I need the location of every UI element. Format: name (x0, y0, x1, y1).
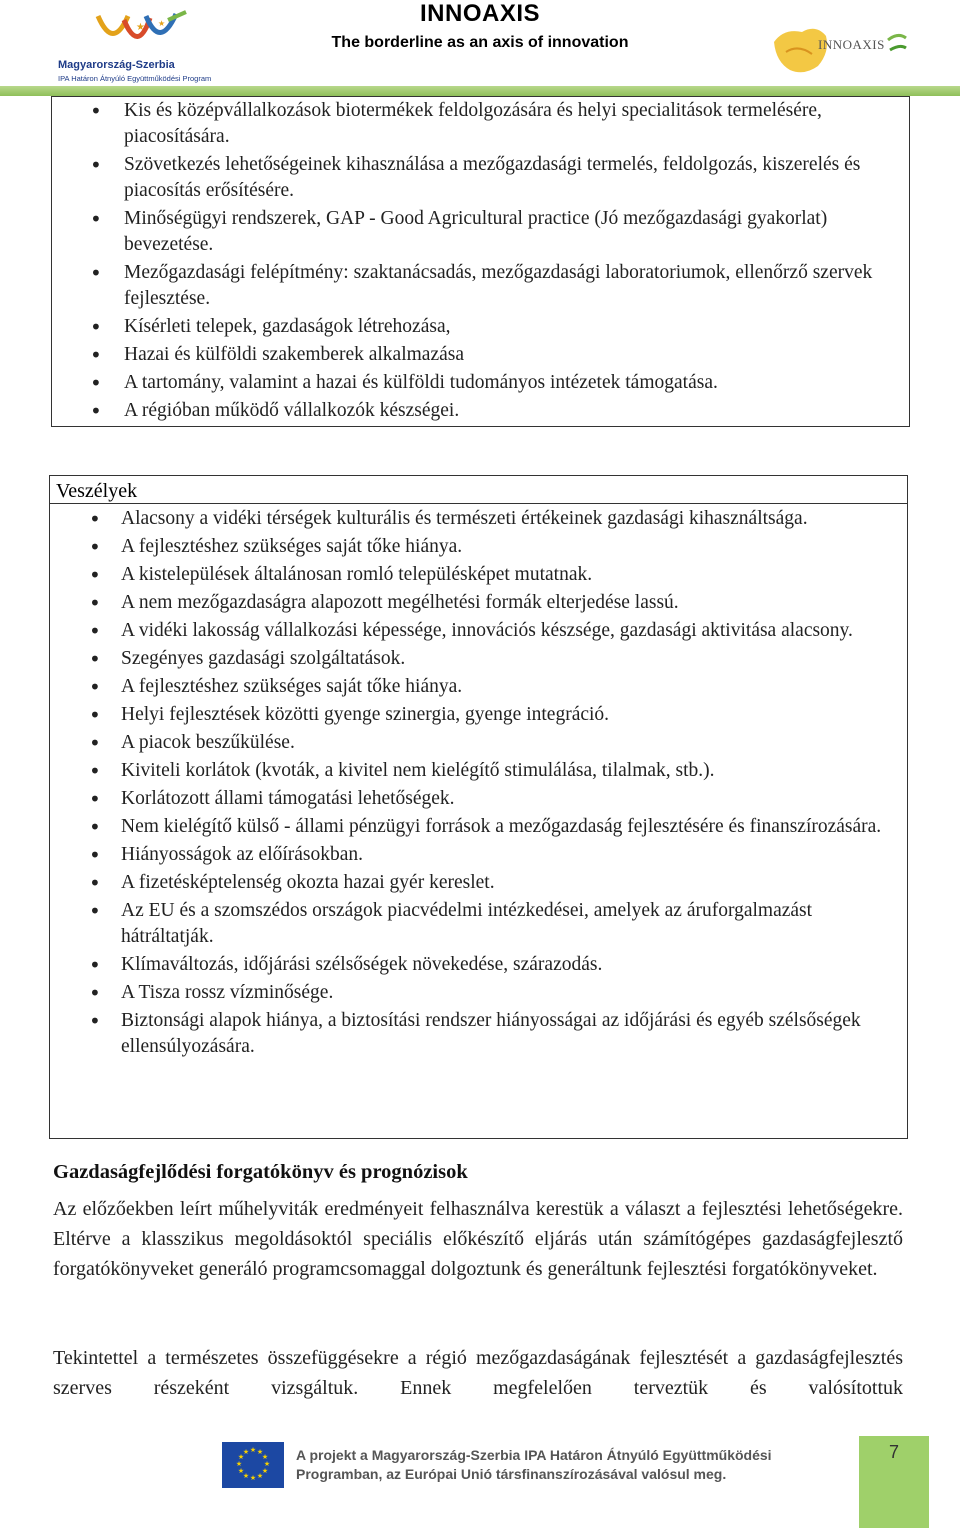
svg-text:★: ★ (237, 1467, 245, 1475)
svg-text:★: ★ (249, 1446, 257, 1454)
footer-text (296, 1446, 772, 1484)
program-logo-line2: IPA Határon Átnyúló Együttműködési Program (58, 74, 212, 83)
footer-line1: A projekt a Magyarország-Szerbia IPA Határon Átnyúló Együttműködési (296, 1447, 772, 1463)
list-item: • A piacok beszűkülése. (50, 730, 907, 756)
list-item: • Nem kielégítő külső - állami pénzügyi források a mezőgazdaság fejlesztésére és finanszírozására. (50, 814, 907, 840)
list-item: • Hazai és külföldi szakemberek alkalmazása (52, 342, 909, 368)
list-item: • Minőségügyi rendszerek, GAP - Good Agricultural practice (Jó mezőgazdasági gyakorlat) bevezetése. (52, 206, 909, 258)
svg-text:★: ★ (235, 1460, 243, 1468)
list-item: • Szegényes gazdasági szolgáltatások. (50, 646, 907, 672)
program-logo-icon (88, 6, 198, 58)
list-item: • Korlátozott állami támogatási lehetőségek. (50, 786, 907, 812)
list-item: • Szövetkezés lehetőségeinek kihasználása a mezőgazdasági termelés, feldolgozás, kiszerelés és piacosítás erősítésére. (52, 152, 909, 204)
threats-title-divider (50, 503, 907, 504)
svg-text:★: ★ (263, 1460, 271, 1468)
list-item: • Alacsony a vidéki térségek kulturális és természeti értékeinek gazdasági kihasználtsága. (50, 506, 907, 532)
list-item: • Kiviteli korlátok (kvoták, a kivitel nem kielégítő stimulálása, tilalmak, stb.). (50, 758, 907, 784)
list-item: • A kistelepülések általánosan romló településképet mutatnak. (50, 562, 907, 588)
svg-text:★: ★ (261, 1467, 269, 1475)
list-item: • Kísérleti telepek, gazdaságok létrehozása, (52, 314, 909, 340)
list-item: • A fejlesztéshez szükséges saját tőke hiánya. (50, 534, 907, 560)
opportunities-list (52, 98, 909, 426)
list-item: • A régióban működő vállalkozók készségei. (52, 398, 909, 424)
innoaxis-logo-label: INNOAXIS (818, 37, 885, 52)
svg-text:★: ★ (261, 1453, 269, 1461)
list-item: • Hiányosságok az előírásokban. (50, 842, 907, 868)
page-number-box (859, 1436, 929, 1528)
list-item: • Kis és középvállalkozások biotermékek feldolgozására és helyi specialitások termelésére, piacosítására. (52, 98, 909, 150)
svg-text:★: ★ (136, 22, 145, 33)
page-header (0, 0, 960, 96)
list-item: • A Tisza rossz vízminősége. (50, 980, 907, 1006)
list-item: • A nem mezőgazdaságra alapozott megélhetési formák elterjedése lassú. (50, 590, 907, 616)
list-item: • Biztonsági alapok hiánya, a biztosítási rendszer hiányosságai az időjárási és egyéb szélsőségek ellensúlyozására. (50, 1008, 907, 1060)
threats-list (50, 506, 907, 1062)
header-subtitle: The borderline as an axis of innovation (331, 34, 629, 51)
svg-text:★: ★ (256, 1472, 264, 1480)
program-logo (50, 6, 220, 84)
page-footer (0, 1436, 960, 1528)
list-item: • A vidéki lakosság vállalkozási képessége, innovációs készsége, gazdasági aktivitása alacsony. (50, 618, 907, 644)
header-title-block (260, 0, 700, 52)
list-item: • Az EU és a szomszédos országok piacvédelmi intézkedései, amelyek az áruforgalmazást hátráltatják. (50, 898, 907, 950)
svg-text:★: ★ (242, 1448, 250, 1456)
svg-text:★: ★ (242, 1472, 250, 1480)
list-item: • A fejlesztéshez szükséges saját tőke hiánya. (50, 674, 907, 700)
header-accent-bar (0, 86, 960, 96)
opportunities-box (51, 96, 910, 427)
svg-text:★: ★ (256, 1448, 264, 1456)
page-number: 7 (888, 1442, 899, 1462)
footer-line2: Programban, az Európai Unió társfinanszírozásával valósul meg. (296, 1466, 727, 1482)
paragraph-1: Az előzőekben leírt műhelyviták eredményeit felhasználva kerestük a választ a fejlesztési lehetőségekre. Eltérve a klasszikus megoldásoktól speciális előkészítő eljárás után számítógépes gazdaságfejlesztő forgatókönyveket generáló programcsomaggal dolgoztunk és generáltunk fejlesztési forgatókönyveket. (53, 1198, 903, 1280)
svg-text:★: ★ (237, 1453, 245, 1461)
section-heading: Gazdaságfejlődési forgatókönyv és prognózisok (53, 1161, 468, 1183)
threats-box (49, 475, 908, 1139)
header-title: INNOAXIS (419, 0, 540, 27)
program-logo-line1: Magyarország-Szerbia (58, 59, 175, 71)
innoaxis-logo (770, 22, 910, 82)
threats-title: Veszélyek (56, 480, 138, 502)
list-item: • Helyi fejlesztések közötti gyenge szinergia, gyenge integráció. (50, 702, 907, 728)
list-item: • Mezőgazdasági felépítmény: szaktanácsadás, mezőgazdasági laboratoriumok, ellenőrző szervek fejlesztése. (52, 260, 909, 312)
paragraph-2: Tekintettel a természetes összefüggésekre a régió mezőgazdaságának fejlesztését a gazdaságfejlesztés szerves részeként vizsgáltuk. Ennek megfelelően terveztük és valósítottuk (53, 1347, 903, 1399)
svg-text:★: ★ (249, 1474, 257, 1482)
list-item: • A tartomány, valamint a hazai és külföldi tudományos intézetek támogatása. (52, 370, 909, 396)
list-item: • A fizetésképtelenség okozta hazai gyér kereslet. (50, 870, 907, 896)
eu-flag-icon (222, 1442, 284, 1488)
svg-text:★: ★ (158, 19, 166, 28)
list-item: • Klímaváltozás, időjárási szélsőségek növekedése, szárazodás. (50, 952, 907, 978)
